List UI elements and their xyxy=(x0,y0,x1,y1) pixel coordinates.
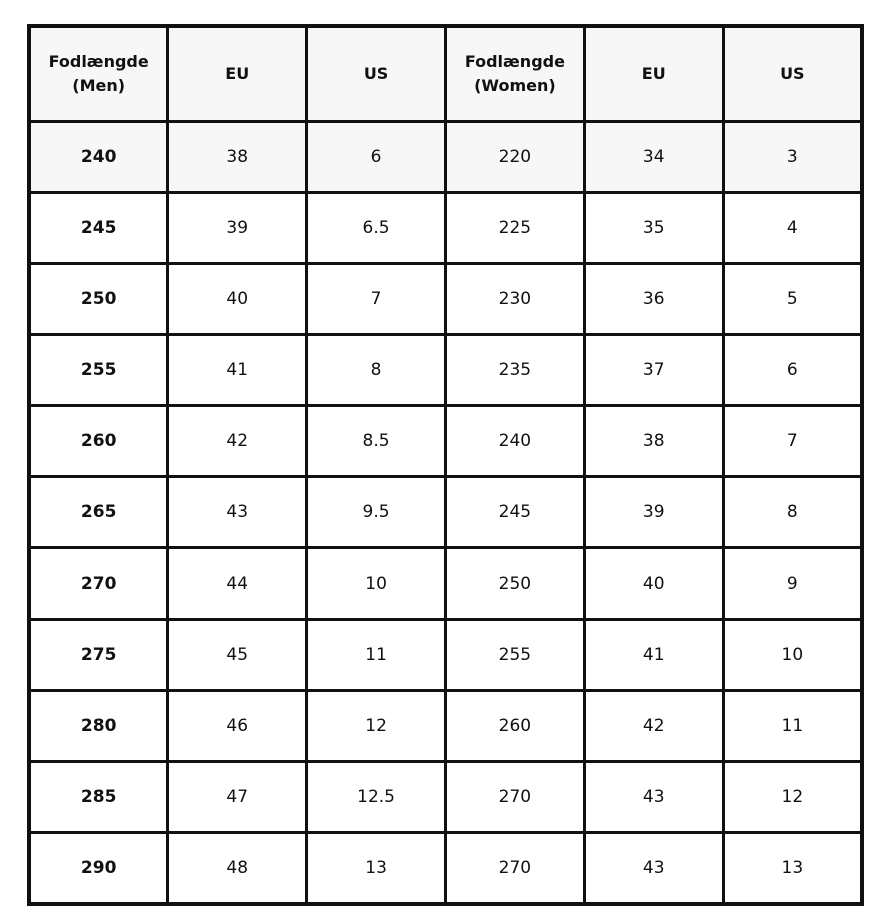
cell-foot-length-men: 245 xyxy=(29,193,168,264)
cell-us-men: 8 xyxy=(307,335,446,406)
cell-eu-women: 38 xyxy=(584,406,723,477)
cell-eu-men: 41 xyxy=(168,335,307,406)
cell-us-women: 7 xyxy=(723,406,862,477)
cell-foot-length-men: 260 xyxy=(29,406,168,477)
header-us-women xyxy=(723,26,862,122)
table-row xyxy=(29,477,862,548)
cell-us-men: 6.5 xyxy=(307,193,446,264)
cell-foot-length-men: 255 xyxy=(29,335,168,406)
cell-eu-women: 40 xyxy=(584,548,723,619)
table-row xyxy=(29,193,862,264)
cell-us-men: 10 xyxy=(307,548,446,619)
cell-us-men: 12.5 xyxy=(307,761,446,832)
cell-us-men: 8.5 xyxy=(307,406,446,477)
table-row xyxy=(29,761,862,832)
header-eu-men xyxy=(168,26,307,122)
header-label: US xyxy=(363,64,389,83)
header-label: EU xyxy=(225,64,250,83)
cell-us-women: 4 xyxy=(723,193,862,264)
cell-foot-length-women: 270 xyxy=(445,832,584,904)
table-row xyxy=(29,335,862,406)
cell-us-women: 6 xyxy=(723,335,862,406)
cell-us-women: 8 xyxy=(723,477,862,548)
header-us-men xyxy=(307,26,446,122)
cell-us-women: 13 xyxy=(723,832,862,904)
cell-us-men: 6 xyxy=(307,122,446,193)
cell-foot-length-men: 240 xyxy=(29,122,168,193)
cell-foot-length-women: 225 xyxy=(445,193,584,264)
cell-foot-length-women: 260 xyxy=(445,690,584,761)
cell-foot-length-men: 280 xyxy=(29,690,168,761)
cell-foot-length-women: 220 xyxy=(445,122,584,193)
cell-eu-men: 42 xyxy=(168,406,307,477)
cell-us-men: 12 xyxy=(307,690,446,761)
header-foot-length-women xyxy=(445,26,584,122)
cell-us-women: 11 xyxy=(723,690,862,761)
header-label: US xyxy=(780,64,805,83)
cell-eu-men: 39 xyxy=(168,193,307,264)
cell-foot-length-women: 245 xyxy=(445,477,584,548)
cell-foot-length-women: 235 xyxy=(445,335,584,406)
cell-us-men: 9.5 xyxy=(307,477,446,548)
cell-foot-length-women: 250 xyxy=(445,548,584,619)
cell-eu-women: 39 xyxy=(584,477,723,548)
cell-eu-men: 48 xyxy=(168,832,307,904)
table-row xyxy=(29,264,862,335)
size-chart-table xyxy=(27,24,864,906)
header-sublabel: (Women) xyxy=(474,76,556,95)
cell-foot-length-women: 255 xyxy=(445,619,584,690)
table-row xyxy=(29,548,862,619)
cell-eu-men: 44 xyxy=(168,548,307,619)
header-label: Fodlængde xyxy=(464,52,565,71)
cell-us-men: 11 xyxy=(307,619,446,690)
cell-us-women: 12 xyxy=(723,761,862,832)
cell-eu-men: 46 xyxy=(168,690,307,761)
cell-foot-length-men: 265 xyxy=(29,477,168,548)
cell-eu-women: 41 xyxy=(584,619,723,690)
cell-eu-men: 43 xyxy=(168,477,307,548)
cell-us-women: 3 xyxy=(723,122,862,193)
header-label: Fodlængde xyxy=(48,52,149,71)
table-row xyxy=(29,122,862,193)
cell-us-women: 10 xyxy=(723,619,862,690)
header-eu-women xyxy=(584,26,723,122)
cell-foot-length-women: 240 xyxy=(445,406,584,477)
cell-eu-women: 34 xyxy=(584,122,723,193)
table-row xyxy=(29,619,862,690)
header-label: EU xyxy=(641,64,666,83)
table-body xyxy=(29,122,862,905)
cell-eu-men: 47 xyxy=(168,761,307,832)
cell-eu-men: 40 xyxy=(168,264,307,335)
cell-foot-length-women: 270 xyxy=(445,761,584,832)
header-row xyxy=(29,26,862,122)
cell-foot-length-men: 285 xyxy=(29,761,168,832)
cell-eu-men: 38 xyxy=(168,122,307,193)
cell-us-men: 7 xyxy=(307,264,446,335)
cell-foot-length-women: 230 xyxy=(445,264,584,335)
cell-us-women: 5 xyxy=(723,264,862,335)
cell-foot-length-men: 250 xyxy=(29,264,168,335)
table-header xyxy=(29,26,862,122)
cell-foot-length-men: 270 xyxy=(29,548,168,619)
cell-eu-women: 42 xyxy=(584,690,723,761)
cell-us-women: 9 xyxy=(723,548,862,619)
cell-eu-women: 35 xyxy=(584,193,723,264)
cell-eu-women: 43 xyxy=(584,832,723,904)
table-row xyxy=(29,832,862,904)
header-foot-length-men xyxy=(29,26,168,122)
cell-eu-women: 37 xyxy=(584,335,723,406)
cell-foot-length-men: 275 xyxy=(29,619,168,690)
cell-us-men: 13 xyxy=(307,832,446,904)
cell-eu-women: 43 xyxy=(584,761,723,832)
table-row xyxy=(29,406,862,477)
cell-eu-men: 45 xyxy=(168,619,307,690)
cell-foot-length-men: 290 xyxy=(29,832,168,904)
table-row xyxy=(29,690,862,761)
header-sublabel: (Men) xyxy=(72,76,126,95)
cell-eu-women: 36 xyxy=(584,264,723,335)
